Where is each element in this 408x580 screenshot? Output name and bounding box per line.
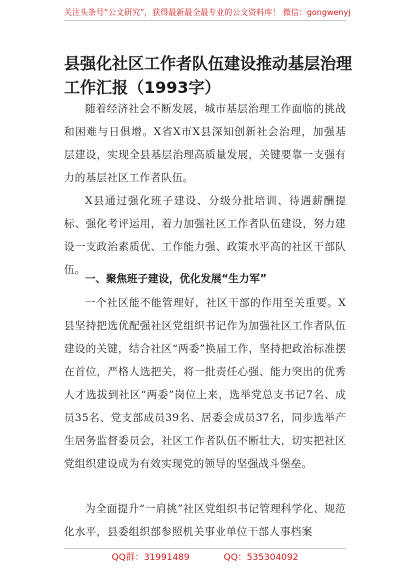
footer [64,548,346,567]
section-heading: 一、聚焦班子建设，优化发展“生力军” [85,273,267,285]
paragraph: X县通过强化班子建设、分级分批培训、待遇薪酬提标、强化考评运用，着力加强社区工作者队伍建设，努力建设一支政治素质优、工作能力强、政策水平高的社区干部队伍。 [64,195,346,276]
paragraph: 为全面提升“一肩挑”社区党组织书记管理科学化、规范化水平，县委组织部参照机关事业单位干部人事档案 [64,503,346,538]
paragraph: 一个社区能不能管理好，社区干部的作用至关重要。X县坚持把选优配强社区党组织书记作为加强社区工作者队伍建设的关键，结合社区“两委”换届工作，坚持把政治标准摆在首位，严格人选把关，将一批责任心强、能力突出的优秀人才选拔到社区“两委”岗位上来，选举党总支书记7名、成员35名、党支部成员39名、居委会成员37名，同步选举产生居务监督委员会，社区工作者队伍不断壮大，切实把社区党组织建设成为有效实现党的领导的坚强战斗堡垒。 [64,297,346,470]
document-title: 县强化社区工作者队伍建设推动基层治理工作汇报（1993字） [64,54,353,97]
paragraph: 随着经济社会不断发展，城市基层治理工作面临的挑战和困难与日俱增。X省X市X县深知创新社会治理，加强基层建设，实现全县基层治理高质量发展，关键要靠一支强有力的基层社区工作者队伍。 [64,103,346,184]
footer-qq-group: QQ群：31991489 [111,553,190,563]
header-note: 关注头条号“公文研究”，获得最新最全最专业的公文资料库！ 微信：gongwenyj [64,6,346,21]
footer-qq: QQ：535304092 [223,553,299,563]
